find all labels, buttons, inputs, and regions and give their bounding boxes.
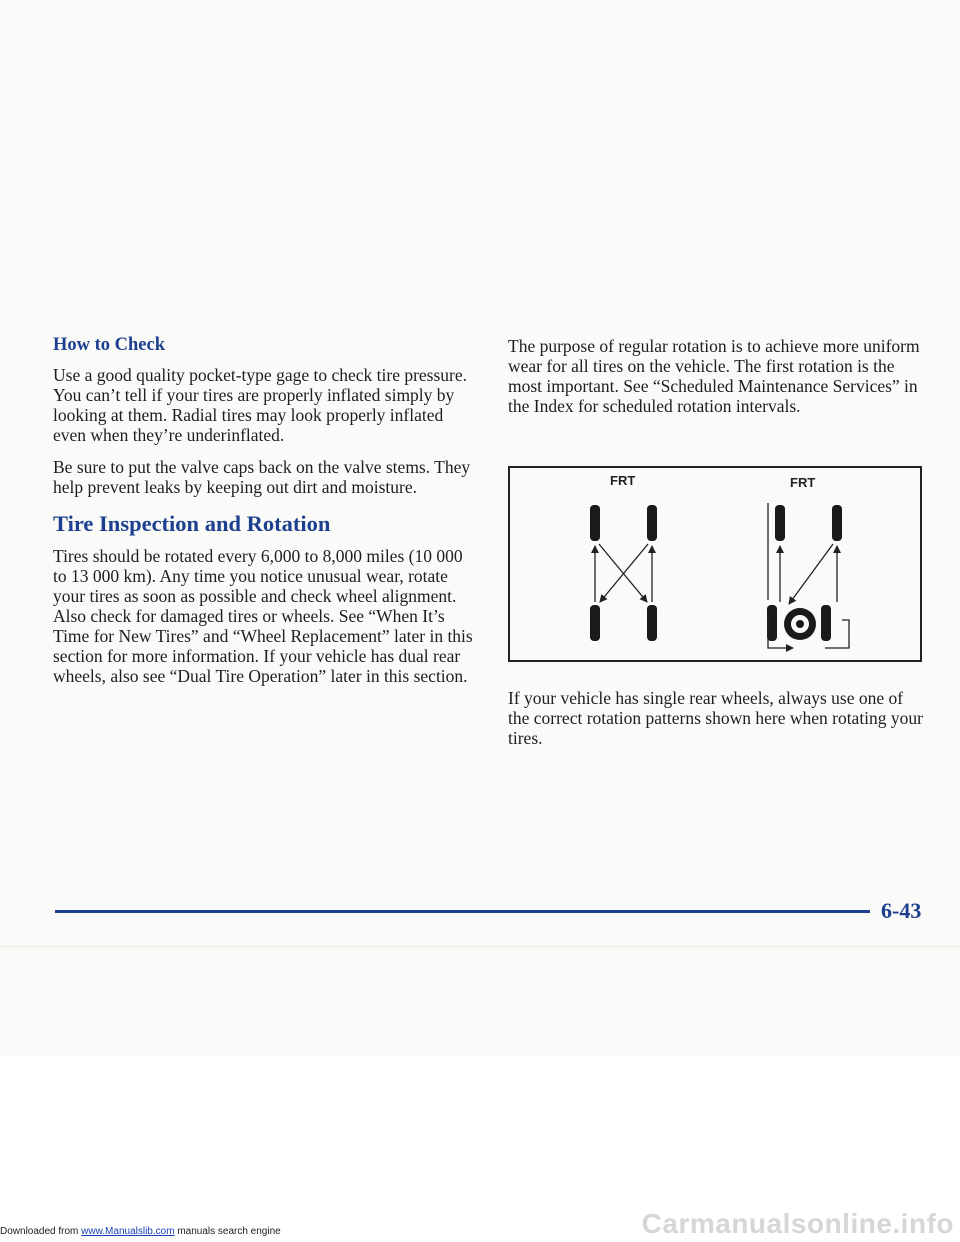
footer-suffix: manuals search engine: [177, 1226, 281, 1237]
left-column: [53, 333, 473, 686]
faint-divider: [0, 946, 960, 947]
frt-label-left: FRT: [610, 473, 636, 488]
figure-caption: [508, 688, 928, 748]
arrow-front-right-to-rear-left: [600, 544, 648, 602]
tire-front-right-2: [832, 505, 842, 541]
tire-front-left: [590, 505, 600, 541]
tire-rotation-figure: [508, 466, 922, 662]
how-to-check-paragraph-1: Use a good quality pocket-type gage to check tire pressure. You can’t tell if your tires are properly inflated simply by looking at them. Radial tires may look properly inflated even when they’re underinflated.: [53, 365, 468, 445]
rotation-diagrams: [510, 468, 920, 660]
frt-label-right: FRT: [790, 475, 816, 490]
tire-rear-left: [590, 605, 600, 641]
arrow-front-left-to-rear-right: [599, 544, 647, 602]
download-footer: [0, 1226, 281, 1237]
footer-rule: [55, 910, 870, 913]
how-to-check-heading: How to Check: [53, 335, 166, 355]
five-tire-pattern-with-spare: [767, 475, 849, 648]
right-column: [508, 336, 928, 416]
tire-rotation-paragraph: Tires should be rotated every 6,000 to 8,000 miles (10 000 to 13 000 km). Any time you notice unusual wear, rotate your tires as soon as possible and check wheel alignment. Also check for damaged tires or wheels. See “When It’s Time for New Tires” and “Wheel Replacement” later in this section for more information. If your vehicle has dual rear wheels, also see “Dual Tire Operation” later in this section.: [53, 546, 473, 686]
manualslib-link[interactable]: www.Manualslib.com: [81, 1226, 175, 1237]
tire-rear-right-2: [821, 605, 831, 641]
tire-front-right: [647, 505, 657, 541]
four-tire-cross-pattern: [590, 473, 657, 641]
page-number: 6-43: [881, 898, 922, 923]
rotation-purpose-paragraph: The purpose of regular rotation is to achieve more uniform wear for all tires on the vehicle. The first rotation is the most important. See “Scheduled Maintenance Services” in the Index for scheduled rotation intervals.: [508, 336, 920, 416]
caption-text: If your vehicle has single rear wheels, always use one of the correct rotation patterns shown here when rotating your tires.: [508, 688, 924, 748]
arrow-front-right-to-spare: [789, 544, 833, 604]
watermark: Carmanualsonline.info: [641, 1208, 954, 1239]
section-title: Tire Inspection and Rotation: [53, 511, 331, 536]
footer-prefix: Downloaded from: [0, 1226, 79, 1237]
how-to-check-paragraph-2: Be sure to put the valve caps back on the valve stems. They help prevent leaks by keeping out dirt and moisture.: [53, 457, 471, 497]
tire-front-left-2: [775, 505, 785, 541]
tire-rear-right: [647, 605, 657, 641]
